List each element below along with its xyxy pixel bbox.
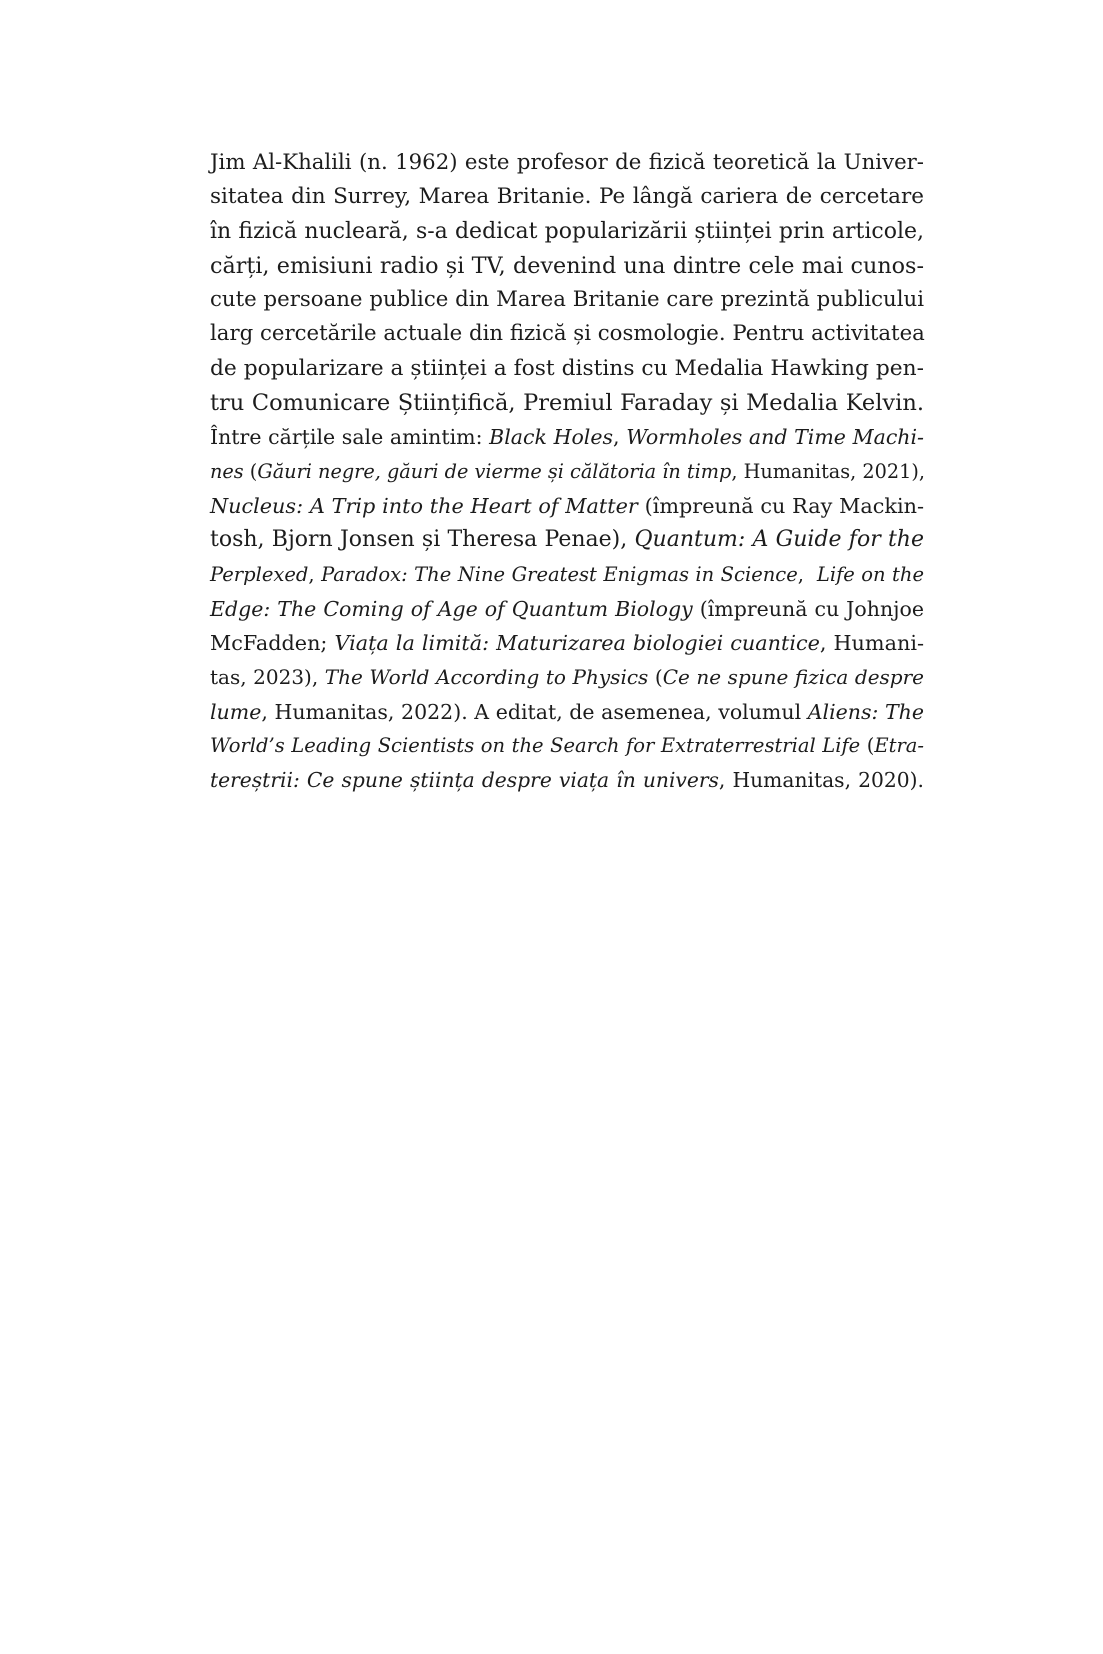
italic-title: Aliens: The [807, 699, 924, 724]
text-run: , Humanitas, 2020). [718, 768, 924, 793]
text-run: cute persoane publice din Marea Britanie care prezintă publicului [210, 287, 924, 313]
italic-title: Etra- [874, 734, 924, 758]
text-run: cărți, emisiuni radio și TV, devenind una dintre cele mai cunos- [210, 252, 924, 279]
author-bio-paragraph [210, 146, 924, 798]
text-line [210, 729, 924, 763]
italic-title: Nucleus: A Trip into the Heart of Matter [210, 493, 638, 518]
text-line [210, 352, 924, 386]
text-line [210, 386, 924, 420]
text-run: de popularizare a științei a fost distins cu Medalia Hawking pen- [210, 355, 925, 381]
text-run: , Humanitas, 2021), [731, 459, 926, 483]
italic-title: World’s Leading Scientists on the Search for Extraterrestrial Life [210, 734, 861, 758]
italic-title: Găuri negre, găuri de vierme și călătoria în timp [257, 459, 732, 483]
text-run: Între cărțile sale amintim: [210, 425, 490, 450]
text-line [210, 523, 924, 557]
text-run: (împreună cu Ray Mackin- [637, 493, 924, 518]
text-line [210, 215, 924, 249]
text-run: , Humani- [819, 631, 924, 656]
text-line [210, 558, 924, 592]
text-line [210, 489, 924, 523]
text-run: tas, 2023), [210, 665, 325, 690]
italic-title: nes [210, 459, 244, 483]
text-run: tosh, Bjorn Jonsen și Theresa Penae), [210, 527, 635, 553]
text-line [210, 455, 924, 489]
text-run: , [308, 562, 322, 586]
text-run: , [797, 562, 817, 586]
text-run: , [613, 425, 627, 450]
italic-title: lume [210, 699, 262, 724]
text-run: Jim Al-Khalili (n. 1962) este profesor de fizică teoretică la Univer- [210, 150, 924, 175]
text-line [210, 146, 924, 180]
text-run: ( [243, 459, 258, 483]
text-run: sitatea din Surrey, Marea Britanie. Pe lângă cariera de cercetare [210, 184, 924, 210]
text-run: (împreună cu Johnjoe [692, 596, 924, 621]
text-line [210, 660, 924, 694]
italic-title: The World According to Physics [324, 665, 649, 690]
text-line [210, 283, 924, 317]
italic-title: Paradox: The Nine Greatest Enigmas in Science [321, 562, 798, 586]
text-run: tru Comunicare Științifică, Premiul Faraday și Medalia Kelvin. [210, 390, 924, 417]
text-run: , Humanitas, 2022). A editat, de asemenea, volumul [261, 699, 808, 724]
text-run: în fizică nucleară, s-a dedicat popularizării științei prin articole, [210, 218, 924, 244]
italic-title: Ce ne spune fizica despre [662, 665, 924, 690]
text-run: McFadden; [210, 631, 335, 656]
italic-title: Edge: The Coming of Age of Quantum Biology [210, 596, 693, 621]
text-line [210, 763, 924, 797]
italic-title: Wormholes and Time Machi- [626, 425, 924, 450]
text-line [210, 420, 924, 454]
text-run: ( [860, 734, 875, 758]
text-line [210, 592, 924, 626]
italic-title: Life on the [816, 562, 924, 586]
italic-title: Quantum: A Guide for the [634, 527, 924, 553]
text-run: ( [648, 665, 663, 690]
italic-title: Perplexed [210, 562, 309, 586]
italic-title: tereștrii: Ce spune știința despre viața în univers [210, 768, 719, 793]
text-line [210, 626, 924, 660]
italic-title: Black Holes [489, 425, 614, 450]
text-run: larg cercetările actuale din fizică și cosmologie. Pentru activitatea [210, 321, 925, 347]
italic-title: Viața la limită: Maturizarea biologiei cuantice [334, 631, 820, 656]
text-line [210, 695, 924, 729]
text-line [210, 249, 924, 283]
text-line [210, 317, 924, 351]
text-line [210, 180, 924, 214]
